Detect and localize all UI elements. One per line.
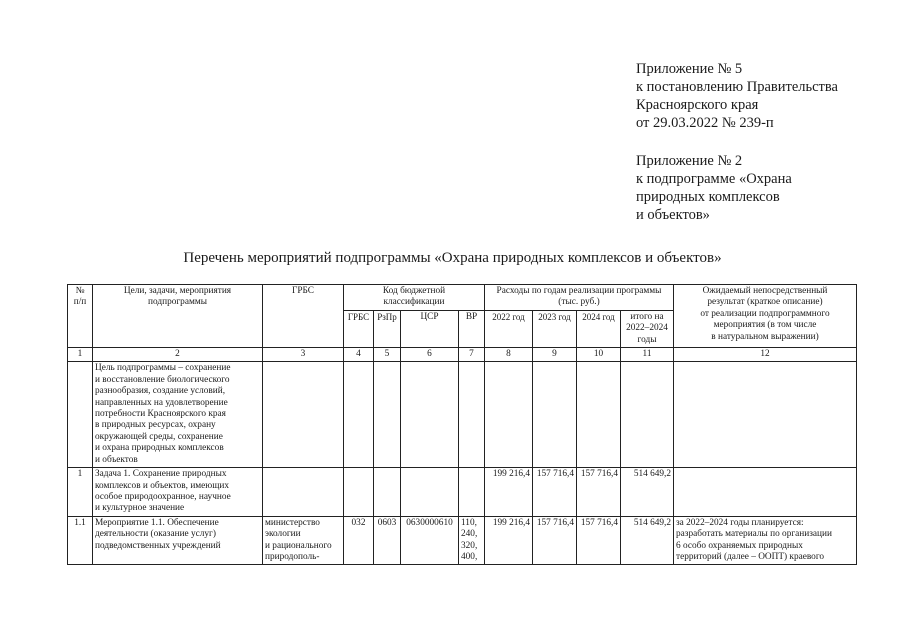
row-y2023 bbox=[533, 362, 577, 468]
row-name: Задача 1. Сохранение природных комплексов и объектов, имеющих особое природоохранное, научное и культурное значение bbox=[93, 468, 263, 517]
col-number: 1 bbox=[68, 348, 93, 362]
row-name: Мероприятие 1.1. Обеспечение деятельности (оказание услуг) подведомственных учреждений bbox=[93, 516, 263, 565]
header-sub-rzpr: РзПр bbox=[374, 310, 401, 347]
row-result bbox=[674, 468, 857, 517]
col-number: 4 bbox=[344, 348, 374, 362]
header-y2023: 2023 год bbox=[533, 310, 577, 347]
col-number: 12 bbox=[674, 348, 857, 362]
header-goals: Цели, задачи, мероприятия подпрограммы bbox=[93, 285, 263, 348]
appendix-line: от 29.03.2022 № 239-п bbox=[636, 115, 774, 131]
row-y2023: 157 716,4 bbox=[533, 468, 577, 517]
row-y2022: 199 216,4 bbox=[485, 516, 533, 565]
row-grbs: министерство экологии и рационального природополь- bbox=[263, 516, 344, 565]
appendix-line: Приложение № 2 bbox=[636, 153, 743, 169]
row-y2022 bbox=[485, 362, 533, 468]
col-number: 10 bbox=[577, 348, 621, 362]
table-row-task bbox=[68, 468, 857, 517]
events-table bbox=[67, 284, 857, 565]
col-number: 8 bbox=[485, 348, 533, 362]
row-y2022: 199 216,4 bbox=[485, 468, 533, 517]
row-grbs bbox=[263, 362, 344, 468]
row-y2023: 157 716,4 bbox=[533, 516, 577, 565]
row-rzpr bbox=[374, 468, 401, 517]
row-total: 514 649,2 bbox=[621, 516, 674, 565]
header-num: № п/п bbox=[68, 285, 93, 348]
header-y2024: 2024 год bbox=[577, 310, 621, 347]
row-csr: 0630000610 bbox=[401, 516, 459, 565]
col-number: 2 bbox=[93, 348, 263, 362]
appendix-line: к постановлению Правительства bbox=[636, 79, 838, 95]
appendix-line: Красноярского края bbox=[636, 97, 759, 113]
row-result: за 2022–2024 годы планируется: разработать материалы по организации 6 особо охраняемых природных территорий (далее – ООПТ) краевого bbox=[674, 516, 857, 565]
row-vr bbox=[459, 362, 485, 468]
row-grbs-code bbox=[344, 468, 374, 517]
row-csr bbox=[401, 362, 459, 468]
row-rzpr: 0603 bbox=[374, 516, 401, 565]
appendix-line: природных комплексов bbox=[636, 189, 780, 205]
col-number: 9 bbox=[533, 348, 577, 362]
col-number: 3 bbox=[263, 348, 344, 362]
row-total bbox=[621, 362, 674, 468]
row-csr bbox=[401, 468, 459, 517]
row-name: Цель подпрограммы – сохранение и восстановление биологического разнообразия, создание условий, направленных на удовлетворение потребности Красноярского края в природных ресурсах, охрану окружающей среды, сохранение и охрана природных комплексов и объектов bbox=[93, 362, 263, 468]
header-grbs: ГРБС bbox=[263, 285, 344, 348]
row-num: 1.1 bbox=[68, 516, 93, 565]
row-y2024 bbox=[577, 362, 621, 468]
header-y2022: 2022 год bbox=[485, 310, 533, 347]
header-row bbox=[68, 285, 857, 311]
header-sub-grbs: ГРБС bbox=[344, 310, 374, 347]
appendix-line: к подпрограмме «Охрана bbox=[636, 171, 792, 187]
row-y2024: 157 716,4 bbox=[577, 516, 621, 565]
table-row-goal bbox=[68, 362, 857, 468]
header-result: Ожидаемый непосредственный результат (краткое описание) от реализации подпрограммного мероприятия (в том числе в натуральном выражении) bbox=[674, 285, 857, 348]
row-vr bbox=[459, 468, 485, 517]
col-number: 7 bbox=[459, 348, 485, 362]
appendix-header bbox=[636, 60, 838, 224]
col-number: 11 bbox=[621, 348, 674, 362]
row-grbs-code bbox=[344, 362, 374, 468]
header-sub-csr: ЦСР bbox=[401, 310, 459, 347]
row-num bbox=[68, 362, 93, 468]
row-rzpr bbox=[374, 362, 401, 468]
row-y2024: 157 716,4 bbox=[577, 468, 621, 517]
column-numbers-row bbox=[68, 348, 857, 362]
document-title: Перечень мероприятий подпрограммы «Охрана природных комплексов и объектов» bbox=[183, 250, 722, 266]
row-vr: 110, 240, 320, 400, bbox=[459, 516, 485, 565]
col-number: 5 bbox=[374, 348, 401, 362]
row-grbs-code: 032 bbox=[344, 516, 374, 565]
table-row-measure bbox=[68, 516, 857, 565]
header-total: итого на 2022–2024 годы bbox=[621, 310, 674, 347]
row-grbs bbox=[263, 468, 344, 517]
header-budget-code: Код бюджетной классификации bbox=[344, 285, 485, 311]
appendix-line: Приложение № 5 bbox=[636, 61, 743, 77]
row-result bbox=[674, 362, 857, 468]
header-sub-vr: ВР bbox=[459, 310, 485, 347]
row-total: 514 649,2 bbox=[621, 468, 674, 517]
col-number: 6 bbox=[401, 348, 459, 362]
header-expenses: Расходы по годам реализации программы (тыс. руб.) bbox=[485, 285, 674, 311]
appendix-line: и объектов» bbox=[636, 207, 710, 223]
row-num: 1 bbox=[68, 468, 93, 517]
